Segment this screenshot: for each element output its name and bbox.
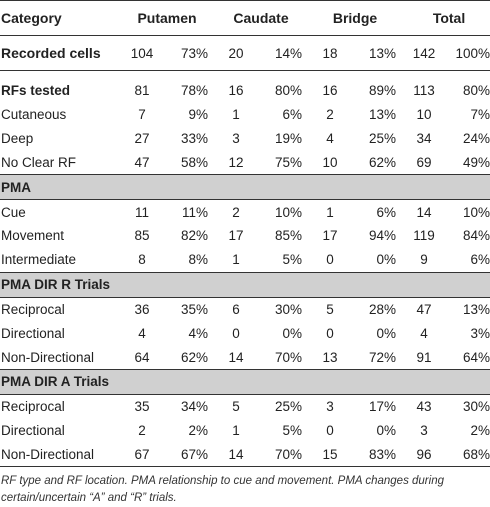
percent-cell: 2% <box>470 423 490 439</box>
count-cell: 69 <box>416 154 432 170</box>
table-row <box>0 394 490 418</box>
table-row <box>0 321 490 345</box>
percent-cell: 33% <box>180 130 208 146</box>
row-label: Cutaneous <box>1 107 67 123</box>
percent-cell: 70% <box>274 446 303 462</box>
count-cell: 47 <box>134 154 150 170</box>
count-cell: 11 <box>134 204 149 220</box>
section-header <box>0 369 490 394</box>
count-cell: 67 <box>134 446 150 462</box>
count-cell: 34 <box>416 130 432 146</box>
row-label: Directional <box>1 325 65 341</box>
percent-cell: 72% <box>368 349 397 365</box>
count-cell: 18 <box>322 45 338 61</box>
count-cell: 14 <box>228 349 244 365</box>
count-cell: 10 <box>322 154 338 170</box>
count-cell: 4 <box>420 325 428 341</box>
count-cell: 27 <box>134 130 150 146</box>
percent-cell: 13% <box>368 107 397 123</box>
header-bridge: Bridge <box>332 10 378 26</box>
count-cell: 3 <box>420 423 428 439</box>
percent-cell: 6% <box>282 107 303 123</box>
percent-cell: 62% <box>368 154 397 170</box>
percent-cell: 84% <box>462 228 490 244</box>
percent-cell: 35% <box>180 301 208 317</box>
percent-cell: 30% <box>274 301 303 317</box>
count-cell: 17 <box>322 228 338 244</box>
percent-cell: 0% <box>376 325 397 341</box>
count-cell: 113 <box>413 83 435 99</box>
count-cell: 20 <box>228 45 244 61</box>
percent-cell: 0% <box>282 325 303 341</box>
count-cell: 4 <box>138 325 146 341</box>
row-label: Movement <box>1 228 65 244</box>
percent-cell: 4% <box>188 325 208 341</box>
percent-cell: 25% <box>368 130 397 146</box>
header-total: Total <box>432 10 466 26</box>
count-cell: 104 <box>130 45 154 61</box>
row-label: Non-Directional <box>1 446 95 462</box>
percent-cell: 25% <box>274 399 303 415</box>
percent-cell: 10% <box>462 204 490 220</box>
table-caption: RF type and RF location. PMA relationship to cue and movement. PMA changes during certain/uncertain “A” and “R” trials. <box>1 475 444 505</box>
percent-cell: 13% <box>462 301 490 317</box>
count-cell: 3 <box>232 130 240 146</box>
count-cell: 5 <box>232 399 240 415</box>
percent-cell: 80% <box>462 83 490 99</box>
count-cell: 81 <box>134 83 150 99</box>
percent-cell: 7% <box>470 107 490 123</box>
count-cell: 0 <box>326 325 334 341</box>
count-cell: 8 <box>138 252 146 268</box>
row-label: Non-Directional <box>1 349 95 365</box>
count-cell: 2 <box>232 204 240 220</box>
section-header <box>0 272 490 297</box>
count-cell: 14 <box>228 446 244 462</box>
percent-cell: 9% <box>188 107 208 123</box>
header-row <box>0 1 490 36</box>
percent-cell: 94% <box>368 228 397 244</box>
section-title: PMA <box>0 175 490 200</box>
row-label: RFs tested <box>1 83 71 99</box>
percent-cell: 30% <box>462 399 490 415</box>
table-row <box>0 200 490 224</box>
count-cell: 0 <box>232 325 240 341</box>
count-cell: 5 <box>326 301 334 317</box>
percent-cell: 10% <box>274 204 303 220</box>
percent-cell: 6% <box>376 204 397 220</box>
percent-cell: 19% <box>274 130 303 146</box>
count-cell: 2 <box>326 107 334 123</box>
percent-cell: 75% <box>274 154 303 170</box>
percent-cell: 0% <box>376 423 397 439</box>
count-cell: 64 <box>134 349 150 365</box>
count-cell: 13 <box>322 349 338 365</box>
count-cell: 2 <box>138 423 146 439</box>
count-cell: 4 <box>326 130 334 146</box>
row-label: Cue <box>1 204 26 220</box>
percent-cell: 68% <box>462 446 490 462</box>
table-row <box>0 79 490 103</box>
percent-cell: 28% <box>368 301 397 317</box>
count-cell: 35 <box>134 399 150 415</box>
count-cell: 3 <box>326 399 334 415</box>
count-cell: 0 <box>326 252 334 268</box>
row-label: Reciprocal <box>1 301 65 317</box>
section-title: PMA DIR R Trials <box>0 272 490 297</box>
table-row <box>0 443 490 467</box>
percent-cell: 82% <box>180 228 208 244</box>
table-row <box>0 127 490 151</box>
section-title: PMA DIR A Trials <box>0 369 490 394</box>
percent-cell: 70% <box>274 349 303 365</box>
header-caudate: Caudate <box>233 10 289 26</box>
percent-cell: 8% <box>188 252 208 268</box>
count-cell: 85 <box>134 228 150 244</box>
count-cell: 36 <box>134 301 150 317</box>
percent-cell: 67% <box>180 446 208 462</box>
count-cell: 1 <box>232 107 240 123</box>
count-cell: 10 <box>416 107 432 123</box>
header-category: Category <box>1 10 62 26</box>
table-row <box>0 224 490 248</box>
count-cell: 16 <box>228 83 244 99</box>
percent-cell: 78% <box>180 83 208 99</box>
header-putamen: Putamen <box>137 10 197 26</box>
percent-cell: 3% <box>470 325 490 341</box>
count-cell: 16 <box>322 83 338 99</box>
percent-cell: 49% <box>462 154 490 170</box>
percent-cell: 6% <box>470 252 490 268</box>
row-label: Directional <box>1 423 65 439</box>
percent-cell: 80% <box>274 83 303 99</box>
percent-cell: 100% <box>455 45 490 61</box>
table-row <box>0 103 490 127</box>
spacer-row <box>0 71 490 80</box>
percent-cell: 11% <box>181 204 208 220</box>
count-cell: 43 <box>416 399 432 415</box>
percent-cell: 34% <box>180 399 208 415</box>
row-label: Deep <box>1 130 34 146</box>
percent-cell: 5% <box>282 252 303 268</box>
table-row <box>0 345 490 369</box>
count-cell: 15 <box>322 446 338 462</box>
count-cell: 1 <box>326 204 334 220</box>
count-cell: 47 <box>416 301 432 317</box>
count-cell: 17 <box>228 228 244 244</box>
percent-cell: 5% <box>282 423 303 439</box>
count-cell: 142 <box>412 45 436 61</box>
count-cell: 9 <box>420 252 428 268</box>
count-cell: 0 <box>326 423 334 439</box>
table-row <box>0 150 490 174</box>
percent-cell: 73% <box>180 45 208 61</box>
section-header <box>0 175 490 200</box>
percent-cell: 85% <box>274 228 303 244</box>
percent-cell: 24% <box>462 130 490 146</box>
percent-cell: 0% <box>376 252 397 268</box>
table-row <box>0 248 490 272</box>
row-label: Recorded cells <box>1 45 101 61</box>
percent-cell: 17% <box>368 399 397 415</box>
row-label: Intermediate <box>1 252 77 268</box>
count-cell: 14 <box>416 204 432 220</box>
percent-cell: 64% <box>462 349 490 365</box>
count-cell: 1 <box>232 252 240 268</box>
count-cell: 119 <box>413 228 435 244</box>
count-cell: 6 <box>232 301 240 317</box>
percent-cell: 2% <box>188 423 208 439</box>
percent-cell: 62% <box>180 349 208 365</box>
percent-cell: 83% <box>368 446 397 462</box>
count-cell: 96 <box>416 446 432 462</box>
count-cell: 7 <box>138 107 146 123</box>
table-body <box>0 36 490 467</box>
percent-cell: 58% <box>180 154 208 170</box>
row-label: No Clear RF <box>1 154 77 170</box>
row-label: Reciprocal <box>1 399 65 415</box>
count-cell: 12 <box>228 154 244 170</box>
percent-cell: 13% <box>368 45 397 61</box>
count-cell: 91 <box>416 349 432 365</box>
table-row <box>0 419 490 443</box>
percent-cell: 89% <box>368 83 397 99</box>
table-row <box>0 36 490 71</box>
count-cell: 1 <box>232 423 240 439</box>
table-row <box>0 297 490 321</box>
percent-cell: 14% <box>274 45 303 61</box>
